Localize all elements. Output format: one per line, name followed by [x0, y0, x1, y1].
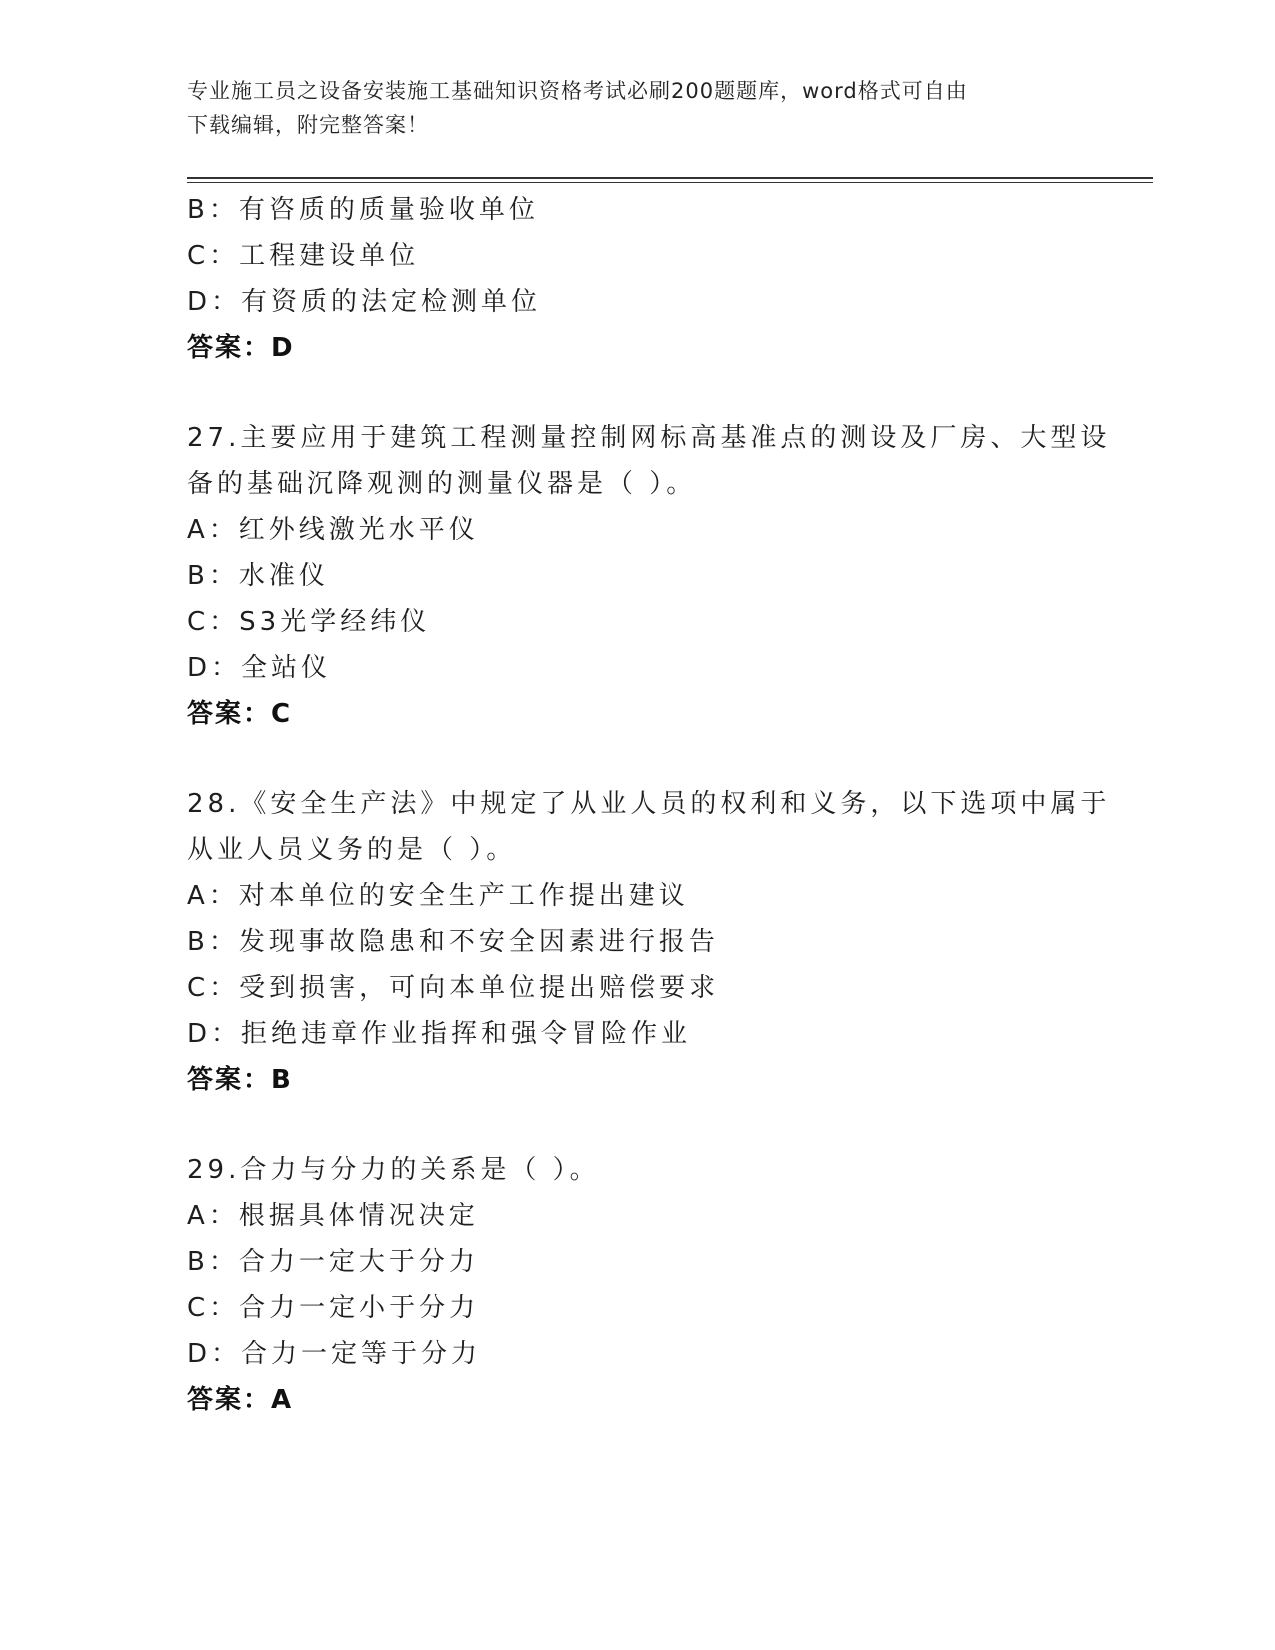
answer-label: 答案：A	[187, 1385, 294, 1415]
option-d: D：全站仪	[187, 653, 332, 683]
option-b: B：合力一定大于分力	[187, 1247, 479, 1277]
question-29	[187, 1147, 1087, 1423]
option-c: C：合力一定小于分力	[187, 1293, 480, 1323]
option-b: B：有咨质的质量验收单位	[187, 195, 539, 225]
question-28	[187, 781, 1111, 1103]
question-stem-line-1: 29.合力与分力的关系是（ ）。	[187, 1155, 600, 1185]
option-b: B：发现事故隐患和不安全因素进行报告	[187, 927, 719, 957]
answer-label: 答案：D	[187, 333, 295, 363]
option-d: D：有资质的法定检测单位	[187, 287, 542, 317]
question-stem-line-2: 从业人员义务的是（ ）。	[187, 835, 517, 865]
question-27	[187, 415, 1111, 737]
document-header	[187, 74, 1067, 142]
header-line-1: 专业施工员之设备安装施工基础知识资格考试必刷200题题库，word格式可自由	[187, 79, 968, 103]
option-a: A：对本单位的安全生产工作提出建议	[187, 881, 689, 911]
question-stem-line-1: 28.《安全生产法》中规定了从业人员的权利和义务，以下选项中属于	[187, 789, 1111, 819]
answer-label: 答案：C	[187, 699, 293, 729]
option-d: D：拒绝违章作业指挥和强令冒险作业	[187, 1019, 692, 1049]
spacer	[187, 371, 1087, 415]
option-c: C：工程建设单位	[187, 241, 420, 271]
spacer	[187, 1103, 1087, 1147]
option-b: B：水准仪	[187, 561, 329, 591]
header-divider-thick	[187, 177, 1153, 179]
header-line-2: 下载编辑，附完整答案！	[187, 113, 429, 137]
option-d: D：合力一定等于分力	[187, 1339, 482, 1369]
question-stem-line-1: 27.主要应用于建筑工程测量控制网标高基准点的测设及厂房、大型设	[187, 423, 1111, 453]
question-stem-line-2: 备的基础沉降观测的测量仪器是（ ）。	[187, 469, 697, 499]
option-c: C：S3光学经纬仪	[187, 607, 431, 637]
question-26-tail	[187, 187, 1087, 371]
option-a: A：红外线激光水平仪	[187, 515, 479, 545]
answer-label: 答案：B	[187, 1065, 293, 1095]
header-divider-thin	[187, 182, 1153, 183]
option-c: C：受到损害，可向本单位提出赔偿要求	[187, 973, 720, 1003]
option-a: A：根据具体情况决定	[187, 1201, 479, 1231]
document-body	[187, 187, 1111, 1423]
spacer	[187, 737, 1087, 781]
